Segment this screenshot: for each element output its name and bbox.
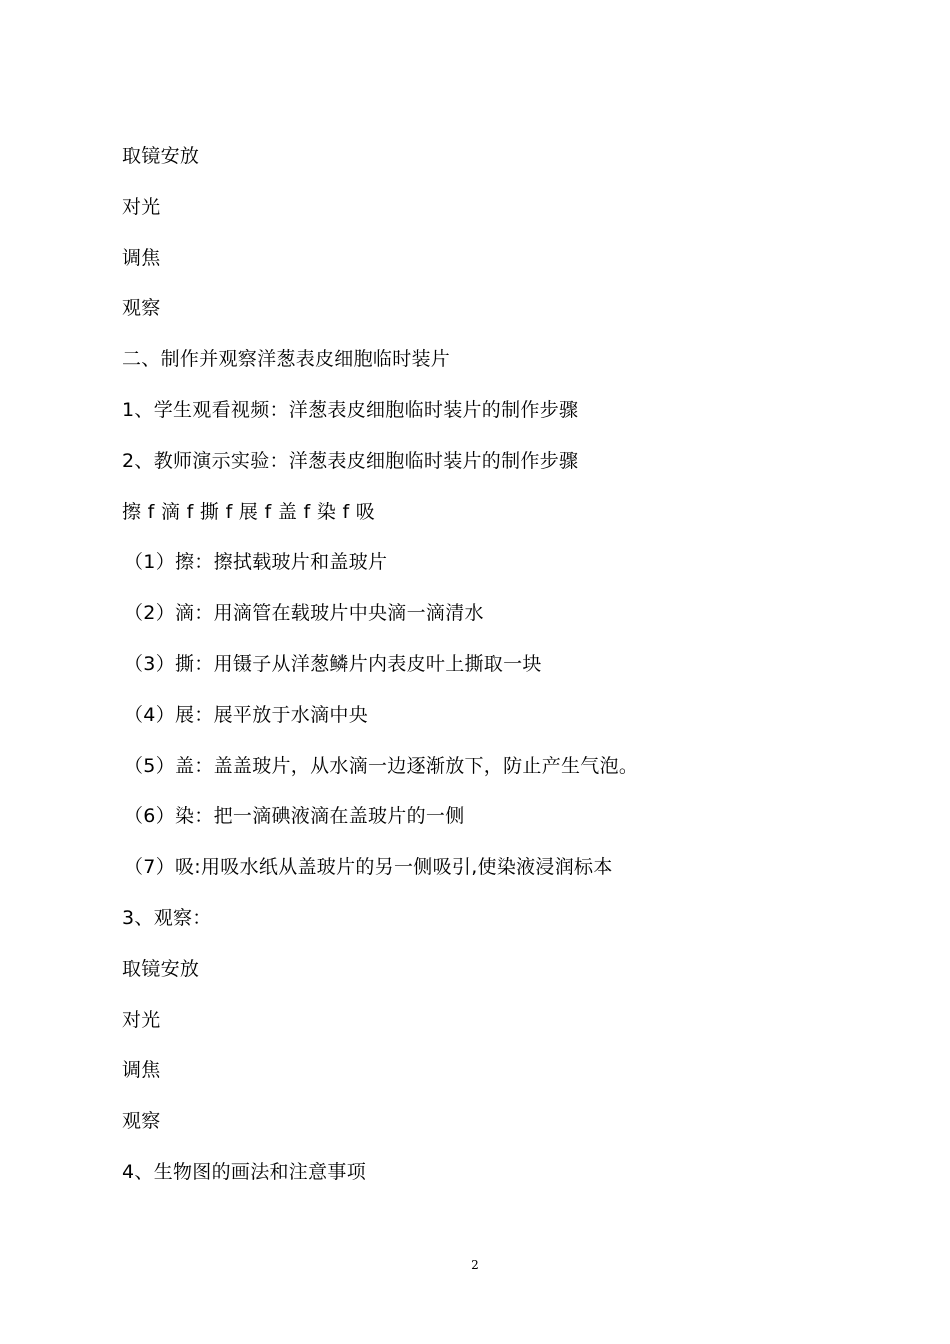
sub-step-6: （6）染：把一滴碘液滴在盖玻片的一侧 (124, 805, 465, 828)
sub-step-3: （3）撕：用镊子从洋葱鳞片内表皮叶上撕取一块 (124, 652, 542, 675)
sub-step-7: （7）吸:用吸水纸从盖玻片的另一侧吸引,使染液浸润标本 (124, 856, 613, 879)
page-number: 2 (471, 1258, 479, 1272)
sub-step-5: （5）盖：盖盖玻片，从水滴一边逐渐放下，防止产生气泡。 (124, 754, 639, 777)
step-observe: 观察 (122, 297, 161, 320)
step-take-microscope: 取镜安放 (122, 145, 200, 167)
document-body (122, 139, 842, 1206)
step-adjust-light: 对光 (122, 195, 161, 218)
item-1-video: 1、学生观看视频：洋葱表皮细胞临时装片的制作步骤 (122, 398, 579, 421)
step-adjust-light-2: 对光 (122, 1008, 161, 1031)
item-4-drawing: 4、生物图的画法和注意事项 (122, 1160, 366, 1183)
step-focus: 调焦 (122, 246, 161, 269)
steps-summary: 擦 f 滴 f 撕 f 展 f 盖 f 染 f 吸 (122, 500, 376, 523)
sub-step-2: （2）滴：用滴管在载玻片中央滴一滴清水 (124, 602, 484, 625)
item-3-observe: 3、观察： (122, 906, 212, 929)
sub-step-1: （1）擦：擦拭载玻片和盖玻片 (124, 551, 388, 574)
item-2-demo: 2、教师演示实验：洋葱表皮细胞临时装片的制作步骤 (122, 449, 579, 472)
section-heading-2: 二、制作并观察洋葱表皮细胞临时装片 (122, 348, 451, 371)
sub-step-4: （4）展：展平放于水滴中央 (124, 703, 368, 726)
step-observe-2: 观察 (122, 1110, 161, 1133)
step-focus-2: 调焦 (122, 1059, 161, 1082)
step-take-microscope-2: 取镜安放 (122, 957, 200, 980)
